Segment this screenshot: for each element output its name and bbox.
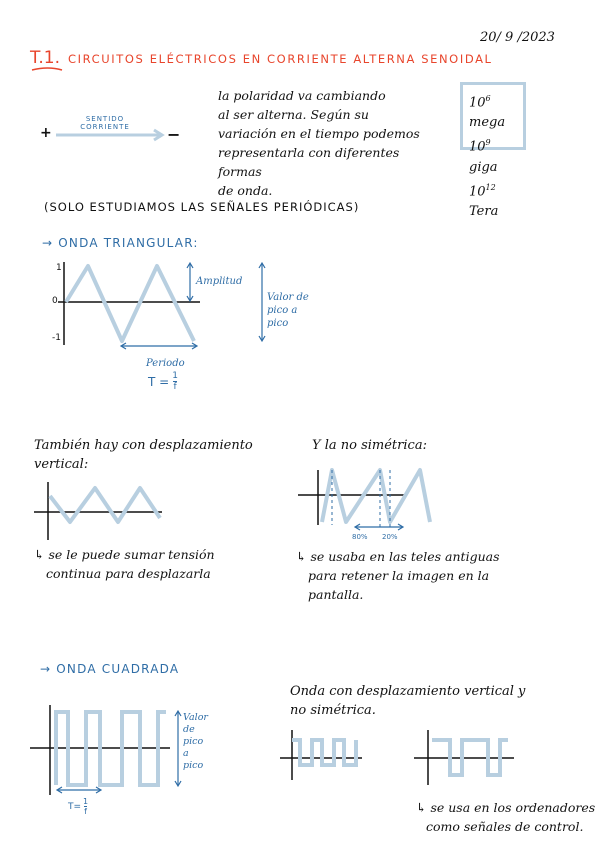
unit-name: mega [469,115,506,131]
triangular-y-bottom: -1 [52,333,61,343]
unit-name: Tera [469,203,499,219]
unit-power: 10 [469,183,486,199]
title-text: CIRCUITOS ELÉCTRICOS EN CORRIENTE ALTERNA SENOIDAL [68,52,493,66]
intro-line: de onda. [218,183,273,198]
plus-sign: + [40,125,52,141]
formula-den: f [173,382,177,392]
asymmetric-heading: Y la no simétrica: [312,438,427,453]
formula-t: T = [148,375,170,389]
peak-label-line: pico [183,760,204,771]
note-line: ↳ se usaba en las teles antiguas [296,549,500,564]
title-number: T.1. [30,48,60,68]
vertical-shift-line: También hay con desplazamiento [34,438,253,453]
date: 20/ 9 /2023 [480,30,555,45]
peak-label-line: pico a [267,305,298,316]
peak-label-line: a [183,748,189,759]
formula-den: f [84,807,87,816]
square-heading-text: ONDA CUADRADA [56,662,180,676]
pct-left-label: 80% [352,533,368,541]
pct-right-label: 20% [382,533,398,541]
note-line: pantalla. [308,587,364,602]
note-line: continua para desplazarla [46,566,211,581]
intro-line: representarla con diferentes formas [218,145,400,179]
unit-exp: 6 [485,94,491,103]
intro-line: variación en el tiempo podemos [218,126,420,141]
peak-label-line: Valor de [267,292,309,303]
formula-num: 1 [172,371,178,381]
square-shift-line: no simétrica. [290,703,376,718]
triangular-heading: → ONDA TRIANGULAR: [42,236,199,250]
periodic-note: (SOLO ESTUDIAMOS LAS SEÑALES PERIÓDICAS) [44,200,360,214]
peak-label-line: Valor [183,712,208,723]
current-label-1: SENTIDO [85,115,125,123]
note-line: como señales de control. [426,819,584,834]
formula-t: T= [68,802,82,812]
note-line: ↳ se usa en los ordenadores [416,800,596,815]
square-shift-line: Onda con desplazamiento vertical y [290,684,526,699]
unit-exp: 9 [485,138,491,148]
note-line: para retener la imagen en la [308,568,490,583]
unit-power: 10 [469,139,486,155]
minus-sign: − [167,125,181,144]
vertical-shift-line: vertical: [34,457,89,472]
square-heading: → ONDA CUADRADA [40,662,180,676]
peak-label-line: pico [267,318,289,329]
period-label: Periodo [146,358,185,369]
current-label-2: CORRIENTE [80,123,130,131]
triangular-y-zero: 0 [52,296,58,306]
intro-line: la polaridad va cambiando [218,88,386,103]
peak-label-line: pico [183,736,204,747]
square-note [416,798,595,836]
unit-exp: 12 [485,182,496,192]
amplitude-label: Amplitud [196,276,243,287]
unit-name: giga [469,159,498,175]
peak-label-line: de [183,724,195,735]
note-line: ↳ se le puede sumar tensión [34,547,215,562]
unit-power: 10 [469,95,486,111]
triangular-heading-text: ONDA TRIANGULAR: [58,236,199,250]
formula-num: 1 [83,797,89,806]
triangular-y-top: 1 [56,263,62,273]
intro-line: al ser alterna. Según su [218,107,369,122]
